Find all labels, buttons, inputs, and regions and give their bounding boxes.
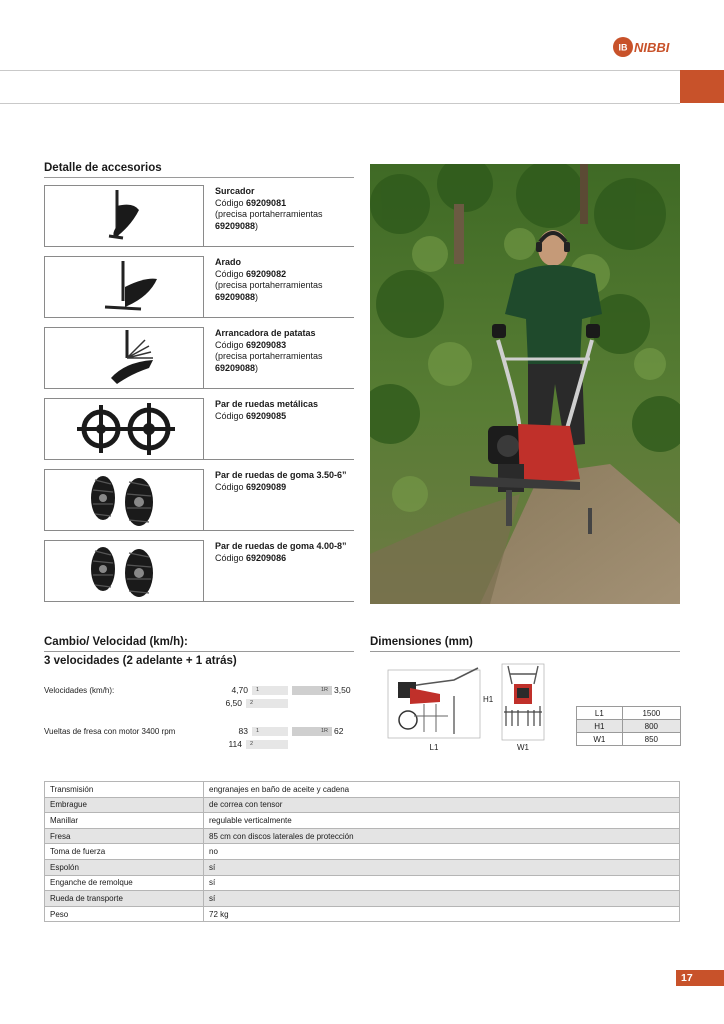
furrower-icon: [44, 185, 204, 247]
accessory-divider: [204, 388, 354, 389]
spec-value: no: [204, 844, 680, 860]
accessories-title: Detalle de accesorios: [44, 162, 162, 174]
note-prefix: (precisa portaherramientas: [215, 280, 323, 290]
dim-value: 800: [622, 720, 680, 733]
accessory-code: [215, 553, 355, 565]
reverse-tag: 1R: [292, 686, 332, 695]
speed-subtitle: 3 velocidades (2 adelante + 1 atrás): [44, 655, 237, 667]
accessory-item: [44, 540, 354, 602]
spec-value: 85 cm con discos laterales de protección: [204, 828, 680, 844]
code-number: 69209082: [246, 268, 287, 279]
table-row: [45, 813, 680, 829]
accessory-divider: [204, 459, 354, 460]
code-prefix: Código: [215, 268, 247, 279]
spec-key: Enganche de remolque: [45, 875, 204, 891]
accessory-text: [215, 399, 355, 422]
dim-value: 850: [622, 733, 680, 746]
reverse-value: 3,50: [334, 685, 351, 695]
note-suffix: ): [255, 291, 259, 302]
table-row: [577, 707, 681, 720]
reverse-tag: 1R: [292, 727, 332, 736]
accessory-name: Par de ruedas de goma 4.00-8”: [215, 541, 347, 551]
spec-key: Embrague: [45, 797, 204, 813]
dimensions-rule: [370, 651, 680, 652]
spec-key: Rueda de transporte: [45, 891, 204, 907]
table-row: [45, 891, 680, 907]
dim-key: L1: [577, 707, 623, 720]
accessory-item: [44, 185, 354, 247]
gear-1-tag: 1: [252, 686, 288, 695]
accessory-name: Arado: [215, 257, 242, 267]
code-prefix: Código: [215, 410, 247, 421]
speed-rule: [44, 651, 354, 652]
table-row: [577, 720, 681, 733]
accessory-text: [215, 186, 355, 232]
table-row: [45, 797, 680, 813]
speed-row-label: Vueltas de fresa con motor 3400 rpm: [44, 727, 176, 736]
note-code: 69209088: [215, 291, 256, 302]
accessory-note: [215, 351, 355, 374]
table-row: [45, 875, 680, 891]
code-number: 69209081: [246, 197, 287, 208]
accessory-name: Arrancadora de patatas: [215, 328, 316, 338]
accessory-code: [215, 411, 355, 423]
accessory-text: [215, 541, 355, 564]
table-row: [45, 906, 680, 922]
reverse-value: 62: [334, 726, 344, 736]
spec-key: Fresa: [45, 828, 204, 844]
note-code: 69209088: [215, 362, 256, 373]
speed-row-label: Velocidades (km/h):: [44, 686, 115, 695]
spec-value: de correa con tensor: [204, 797, 680, 813]
accessory-divider: [204, 246, 354, 247]
accessory-name: Surcador: [215, 186, 255, 196]
code-number: 69209086: [246, 552, 287, 563]
accessory-text: [215, 470, 355, 493]
table-row: [45, 782, 680, 798]
accessory-item: [44, 469, 354, 531]
accessory-code: [215, 198, 355, 210]
dimensions-title: Dimensiones (mm): [370, 636, 473, 648]
dim-label-l: L1: [429, 743, 439, 752]
spec-value: sí: [204, 859, 680, 875]
rubber-wheels-icon: [44, 540, 204, 602]
dim-label-w: W1: [517, 743, 529, 752]
dimensions-table: [576, 706, 681, 746]
spec-key: Espolón: [45, 859, 204, 875]
dim-label-h: H1: [483, 695, 494, 704]
code-prefix: Código: [215, 197, 247, 208]
plough-icon: [44, 256, 204, 318]
spec-key: Toma de fuerza: [45, 844, 204, 860]
spec-key: Transmisión: [45, 782, 204, 798]
accessory-text: [215, 328, 355, 374]
dim-key: W1: [577, 733, 623, 746]
accessory-name: Par de ruedas metálicas: [215, 399, 319, 409]
note-suffix: ): [255, 362, 259, 373]
specifications-table: [44, 781, 680, 922]
metal-wheels-icon: [44, 398, 204, 460]
header-accent-tab: [680, 70, 724, 103]
spec-value: sí: [204, 875, 680, 891]
spec-value: regulable verticalmente: [204, 813, 680, 829]
gear-2-tag: 2: [246, 699, 288, 708]
note-prefix: (precisa portaherramientas: [215, 351, 323, 361]
dimensions-diagram: [384, 660, 554, 755]
potato-digger-icon: [44, 327, 204, 389]
spec-key: Manillar: [45, 813, 204, 829]
rubber-wheels-icon: [44, 469, 204, 531]
accessory-item: [44, 327, 354, 389]
table-row: [577, 733, 681, 746]
speed-title: Cambio/ Velocidad (km/h):: [44, 636, 188, 648]
accessory-divider: [204, 601, 354, 602]
spec-value: 72 kg: [204, 906, 680, 922]
note-prefix: (precisa portaherramientas: [215, 209, 323, 219]
accessory-code: [215, 340, 355, 352]
nibbi-logo: [612, 36, 682, 58]
svg-text:NIBBI: NIBBI: [634, 40, 670, 55]
gear-2-value: 6,50: [225, 698, 242, 708]
accessory-divider: [204, 530, 354, 531]
table-row: [45, 844, 680, 860]
code-prefix: Código: [215, 339, 247, 350]
code-prefix: Código: [215, 481, 247, 492]
spec-key: Peso: [45, 906, 204, 922]
note-code: 69209088: [215, 220, 256, 231]
page-number: 17: [676, 970, 724, 986]
code-number: 69209083: [246, 339, 287, 350]
product-photo: [370, 164, 680, 604]
spec-value: engranajes en baño de aceite y cadena: [204, 782, 680, 798]
header-band: [0, 70, 680, 104]
accessory-note: [215, 209, 355, 232]
accessory-name: Par de ruedas de goma 3.50-6”: [215, 470, 347, 480]
accessory-code: [215, 482, 355, 494]
gear-2-tag: 2: [246, 740, 288, 749]
accessories-rule: [44, 177, 354, 178]
accessory-item: [44, 256, 354, 318]
gear-1-value: 4,70: [231, 685, 248, 695]
spec-value: sí: [204, 891, 680, 907]
accessory-text: [215, 257, 355, 303]
accessory-code: [215, 269, 355, 281]
svg-text:IB: IB: [618, 42, 628, 53]
accessory-divider: [204, 317, 354, 318]
code-prefix: Código: [215, 552, 247, 563]
table-row: [45, 859, 680, 875]
note-suffix: ): [255, 220, 259, 231]
accessory-item: [44, 398, 354, 460]
gear-1-tag: 1: [252, 727, 288, 736]
gear-2-value: 114: [228, 739, 242, 749]
dim-key: H1: [577, 720, 623, 733]
code-number: 69209089: [246, 481, 287, 492]
accessory-note: [215, 280, 355, 303]
dim-value: 1500: [622, 707, 680, 720]
code-number: 69209085: [246, 410, 287, 421]
table-row: [45, 828, 680, 844]
gear-1-value: 83: [238, 726, 248, 736]
